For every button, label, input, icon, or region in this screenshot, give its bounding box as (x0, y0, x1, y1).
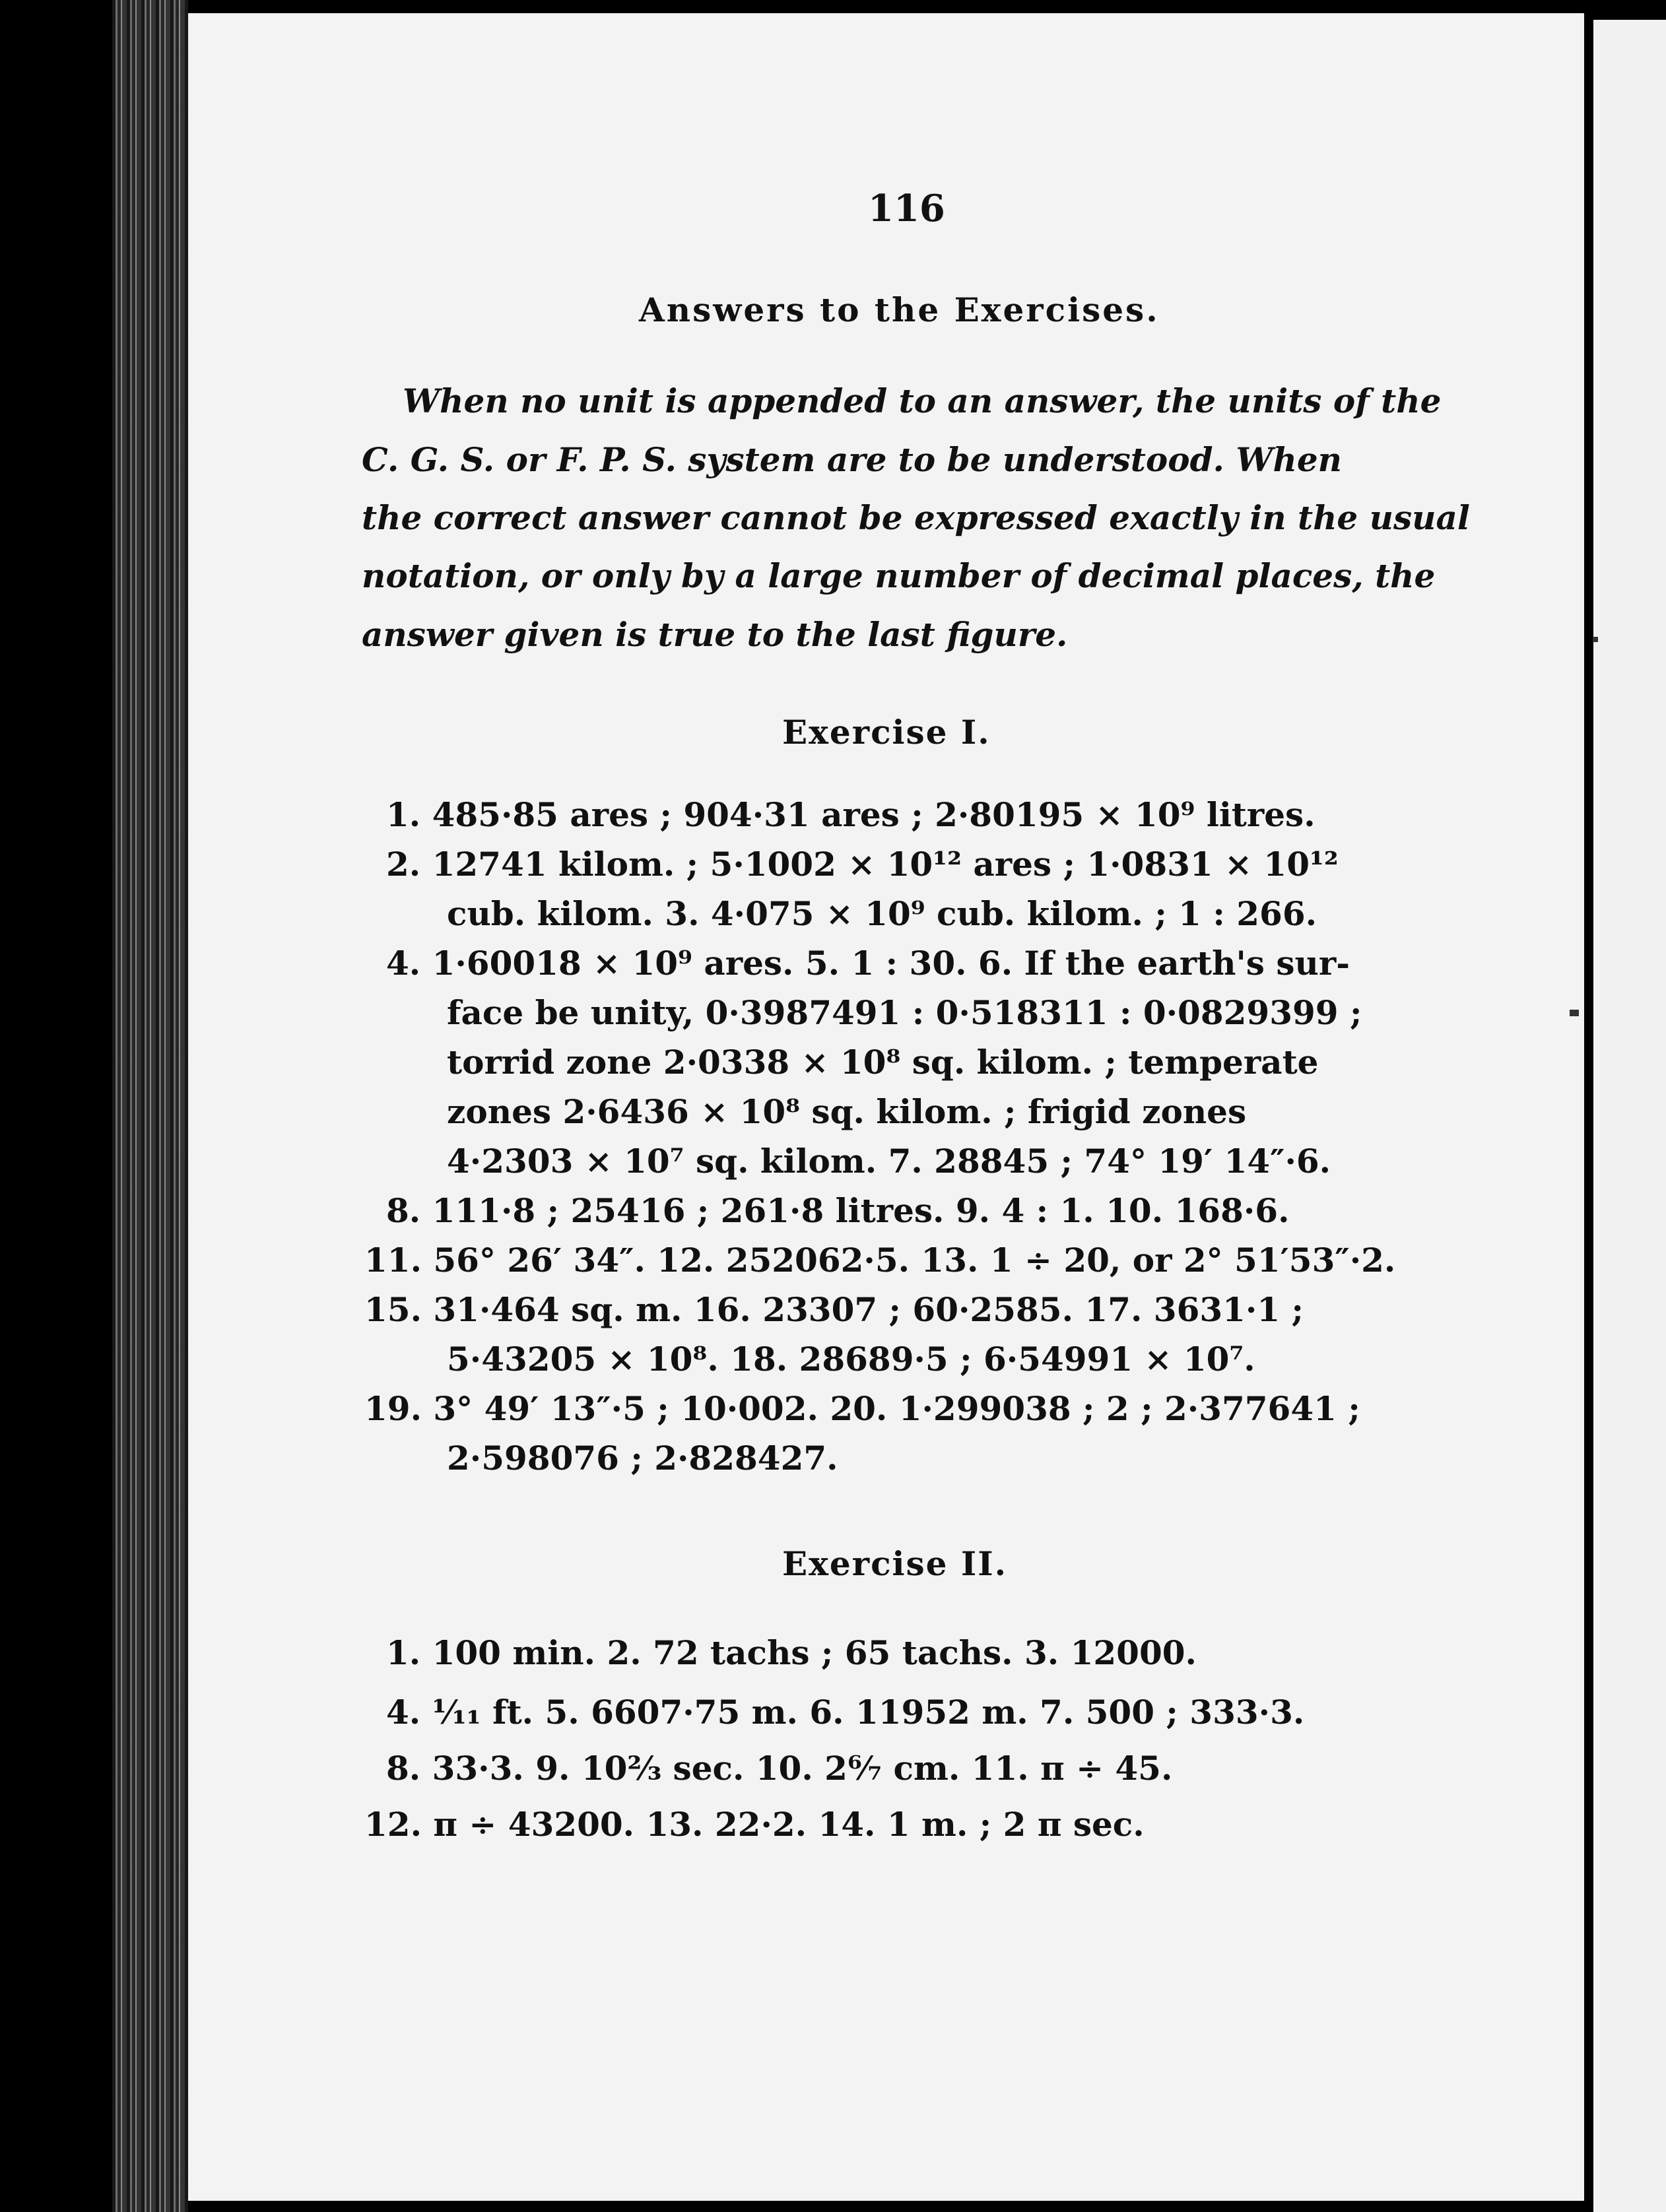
margin-mark (1570, 1010, 1579, 1016)
answer-line: 15. 31·464 sq. m. 16. 23307 ; 60·2585. 17. 3631·1 ; (364, 1290, 1304, 1329)
answer-line: 2·598076 ; 2·828427. (447, 1439, 838, 1478)
answer-line: 4. 1·60018 × 10⁹ ares. 5. 1 : 30. 6. If the earth's sur- (386, 944, 1350, 983)
answer-line: 4. ¹⁄₁₁ ft. 5. 6607·75 m. 6. 11952 m. 7. 500 ; 333·3. (386, 1693, 1305, 1732)
intro-line: C. G. S. or F. P. S. system are to be understood. When (362, 440, 1343, 479)
answer-line: torrid zone 2·0338 × 10⁸ sq. kilom. ; temperate (447, 1043, 1319, 1082)
answer-line: 12. π ÷ 43200. 13. 22·2. 14. 1 m. ; 2 π sec. (364, 1805, 1145, 1844)
answer-line: 8. 111·8 ; 25416 ; 261·8 litres. 9. 4 : 1. 10. 168·6. (386, 1191, 1290, 1230)
answer-line: cub. kilom. 3. 4·075 × 10⁹ cub. kilom. ; 1 : 266. (447, 894, 1317, 933)
intro-line: notation, or only by a large number of decimal places, the (362, 556, 1436, 595)
scan-binding-edge (112, 0, 188, 2212)
margin-mark (1593, 637, 1598, 642)
answer-line: zones 2·6436 × 10⁸ sq. kilom. ; frigid zones (447, 1092, 1247, 1131)
intro-line: When no unit is appended to an answer, the units of the (403, 381, 1442, 420)
answer-line: 19. 3° 49′ 13″·5 ; 10·002. 20. 1·299038 ; 2 ; 2·377641 ; (364, 1389, 1360, 1428)
page-number: 116 (868, 187, 945, 230)
answer-line: 8. 33·3. 9. 10⅔ sec. 10. 2⁶⁄₇ cm. 11. π ÷ 45. (386, 1749, 1173, 1788)
section-heading: Answers to the Exercises. (639, 290, 1160, 329)
answer-line: 1. 485·85 ares ; 904·31 ares ; 2·80195 × 10⁹ litres. (386, 795, 1316, 834)
answer-line: 1. 100 min. 2. 72 tachs ; 65 tachs. 3. 12000. (386, 1633, 1197, 1672)
answer-line: 2. 12741 kilom. ; 5·1002 × 10¹² ares ; 1·0831 × 10¹² (386, 845, 1339, 884)
adjacent-page-edge (1593, 20, 1666, 2212)
exercise-2-heading: Exercise II. (782, 1544, 1008, 1583)
intro-line: answer given is true to the last figure. (362, 615, 1068, 654)
answer-line: 4·2303 × 10⁷ sq. kilom. 7. 28845 ; 74° 19′ 14″·6. (447, 1142, 1331, 1181)
answer-line: 5·43205 × 10⁸. 18. 28689·5 ; 6·54991 × 10⁷. (447, 1340, 1255, 1379)
answer-line: face be unity, 0·3987491 : 0·518311 : 0·0829399 ; (447, 993, 1362, 1032)
answer-line: 11. 56° 26′ 34″. 12. 252062·5. 13. 1 ÷ 20, or 2° 51′53″·2. (364, 1241, 1396, 1280)
intro-line: the correct answer cannot be expressed exactly in the usual (362, 498, 1470, 537)
exercise-1-heading: Exercise I. (782, 713, 991, 752)
